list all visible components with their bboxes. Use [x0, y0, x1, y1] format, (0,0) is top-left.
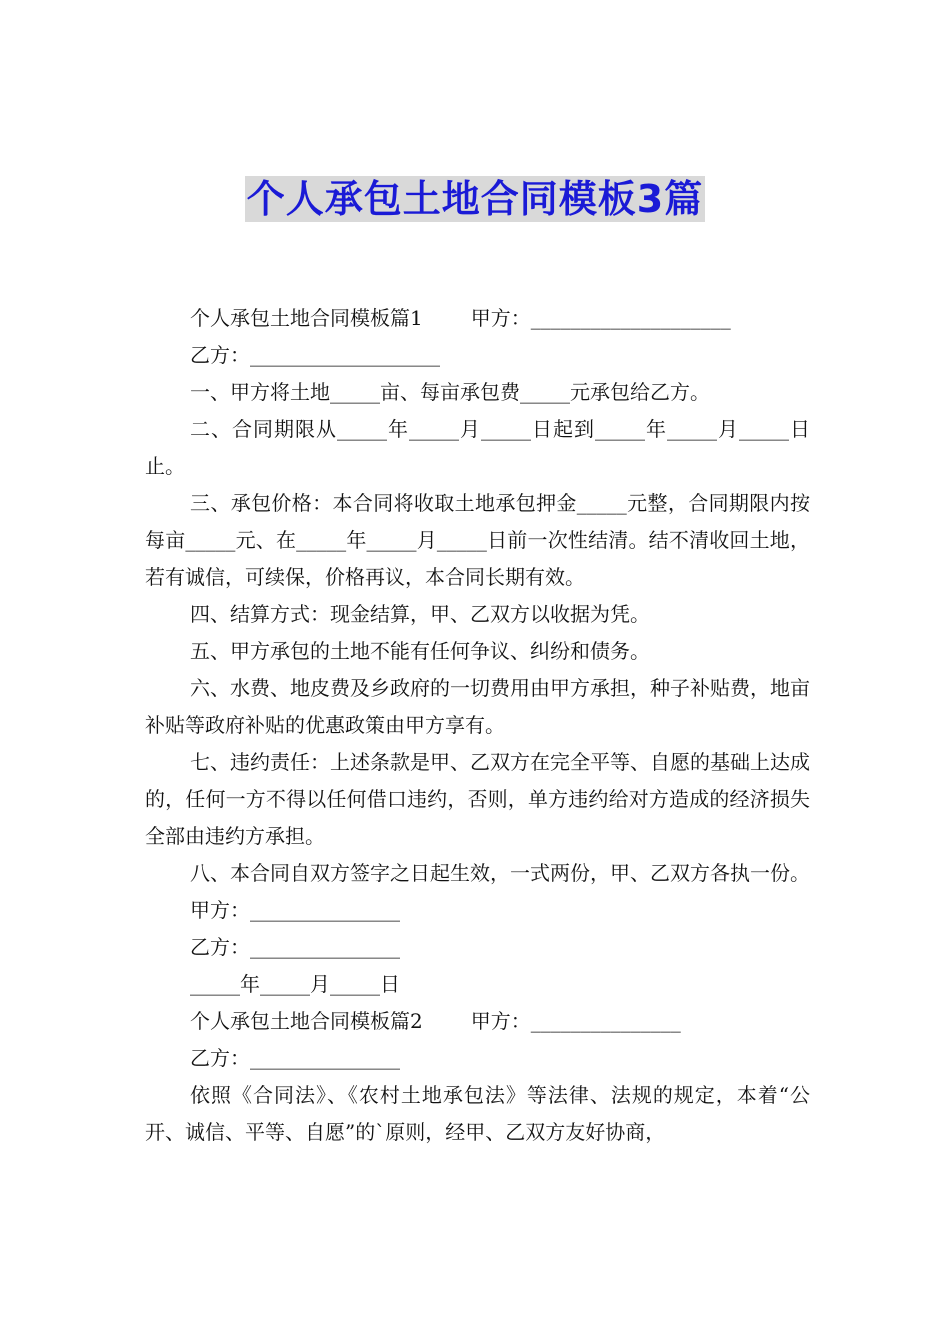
clause-2: 二、合同期限从_____年_____月_____日起到_____年_____月_____日止。: [145, 417, 810, 478]
clause-3: 三、承包价格：本合同将收取土地承包押金_____元整，合同期限内按每亩_____元、在_____年_____月_____日前一次性结清。结不清收回土地，若有诚信，可续保，价格再议，本合同长期有效。: [145, 491, 810, 589]
signature-date: _____年_____月_____日: [190, 972, 400, 996]
party-b-line-2: 乙方：_______________: [190, 1046, 400, 1070]
clause-5: 五、甲方承包的土地不能有任何争议、纠纷和债务。: [190, 639, 650, 663]
clause-6: 六、水费、地皮费及乡政府的一切费用由甲方承担，种子补贴费，地亩补贴等政府补贴的优惠政策由甲方享有。: [145, 676, 810, 737]
clause-1: 一、甲方将土地_____亩、每亩承包费_____元承包给乙方。: [190, 380, 710, 404]
paragraph-heading-1: [145, 300, 810, 337]
section-heading-1: 个人承包土地合同模板篇1: [190, 306, 423, 330]
party-a-line: 甲方：____________________: [470, 306, 731, 330]
clause-4: 四、结算方式：现金结算，甲、乙双方以收据为凭。: [190, 602, 650, 626]
party-b-line: 乙方：___________________: [190, 343, 440, 367]
document-title: 个人承包土地合同模板3篇: [246, 177, 704, 221]
signature-party-b: 乙方：_______________: [190, 935, 400, 959]
section-heading-2: 个人承包土地合同模板篇2: [190, 1009, 423, 1033]
title-container: [0, 176, 950, 222]
party-a-line-2: 甲方：_______________: [470, 1009, 681, 1033]
signature-party-a: 甲方：_______________: [190, 898, 400, 922]
clause-8: 八、本合同自双方签字之日起生效，一式两份，甲、乙双方各执一份。: [190, 861, 810, 885]
paragraph-heading-2: [145, 1003, 810, 1040]
intro-paragraph-2: 依照《合同法》、《农村土地承包法》等法律、法规的规定，本着“公开、诚信、平等、自愿”的`原则，经甲、乙双方友好协商，: [145, 1083, 810, 1144]
document-body: [145, 300, 810, 1151]
clause-7: 七、违约责任：上述条款是甲、乙双方在完全平等、自愿的基础上达成的，任何一方不得以任何借口违约，否则，单方违约给对方造成的经济损失全部由违约方承担。: [145, 750, 810, 848]
